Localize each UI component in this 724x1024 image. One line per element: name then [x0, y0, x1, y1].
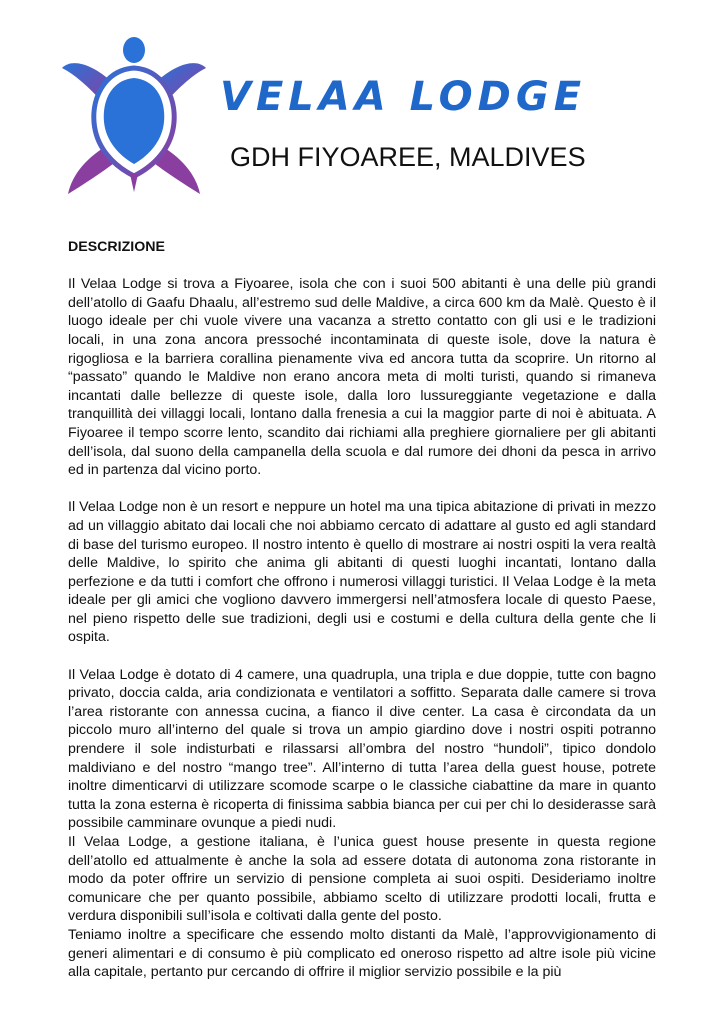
paragraph-concept: Il Velaa Lodge non è un resort e neppure un hotel ma una tipica abitazione di privati in mezzo ad un villaggio abitato dai locali che noi abbiamo cercato di adattare al gusto ed agli standard di base del turismo europeo. Il nostro intento è quello di mostrare ai nostri ospiti la vera realtà delle Maldive, lo spirito che anima gli abitanti di questi luoghi incantati, lontano dalla perfezione e da tutti i comfort che offrono i numerosi villaggi turistici. Il Velaa Lodge è la meta ideale per gli amici che vogliono davvero immergersi nell’atmosfera locale di questo Paese, nel pieno rispetto delle sue tradizioni, degli usi e costumi e della cultura della gente che li ospita. — [68, 499, 656, 646]
turtle-logo-icon — [52, 24, 212, 204]
paragraph-intro: Il Velaa Lodge si trova a Fiyoaree, isola che con i suoi 500 abitanti è una delle più grandi dell’atollo di Gaafu Dhaalu, all’estremo sud delle Maldive, a circa 600 km da Malè. Questo è il luogo ideale per chi vuole vivere una vacanza a stretto contatto con gli usi e le tradizioni locali, in una zona ancora pressoché incontaminata di queste isole, dove la natura è rigogliosa e la barriera corallina pienamente viva ed ancora tutta da scoprire. Un ritorno al “passato” quando le Maldive non erano ancora meta di molti turisti, quando si rimaneva incantati dalle bellezze di queste isole, dalla loro lussureggiante vegetazione e dalla tranquillità dei villaggi locali, lontano dalla frenesia a cui la maggior parte di noi è abituata. A Fiyoaree il tempo scorre lento, scandito dai richiami alla preghiere giornaliere per gli abitanti dell’isola, dal suono della campanella della scuola e dal rumore dei dhoni da pesca in arrivo ed in partenza dal vicino porto. — [68, 276, 656, 479]
paragraph-management: Il Velaa Lodge, a gestione italiana, è l’unica guest house presente in questa regione dell’atollo ed attualmente è anche la sola ad essere dotata di autonoma zona ristorante in modo da poter offrire un servizio di pensione completa ai suoi ospiti. Desideriamo inoltre comunicare che per quanto possibile, abbiamo scelto di utilizzare prodotti locali, frutta e verdura disponibili sull’isola e coltivati dalla gente del posto. — [68, 834, 656, 925]
brand-title: VELAA LODGE — [220, 74, 587, 120]
paragraph-supply: Teniamo inoltre a specificare che essendo molto distanti da Malè, l’approvvigionamento di generi alimentari e di consumo è più complicato ed oneroso rispetto ad altre isole più vicine alla capitale, pertanto pur cercando di offrire il miglior servizio possibile e la più — [68, 926, 656, 981]
location-subtitle: GDH FIYOAREE, MALDIVES — [230, 142, 586, 172]
paragraph-rooms: Il Velaa Lodge è dotato di 4 camere, una quadrupla, una tripla e due doppie, tutte con bagno privato, doccia calda, aria condizionata e ventilatori a soffitto. Separata dalle camere si trova l’area ristorante con annessa cucina, a fianco il dive center. La casa è circondata da un piccolo muro all’interno del quale si trova un ampio giardino dove i nostri ospiti potranno prendere il sole indisturbati e rilassarsi all’ombra del nostro “hundoli”, tipico dondolo maldiviano e del nostro “mango tree”. All’interno di tutta l’area della guest house, potrete inoltre dimenticarvi di utilizzare scomode scarpe o le classiche ciabattine da mare in quanto tutta la zona esterna è ricoperta di finissima sabbia bianca per cui per chi lo desiderasse sarà possibile camminare ovunque a piedi nudi. — [68, 666, 656, 832]
description-section — [68, 238, 656, 982]
section-heading: DESCRIZIONE — [68, 239, 165, 255]
